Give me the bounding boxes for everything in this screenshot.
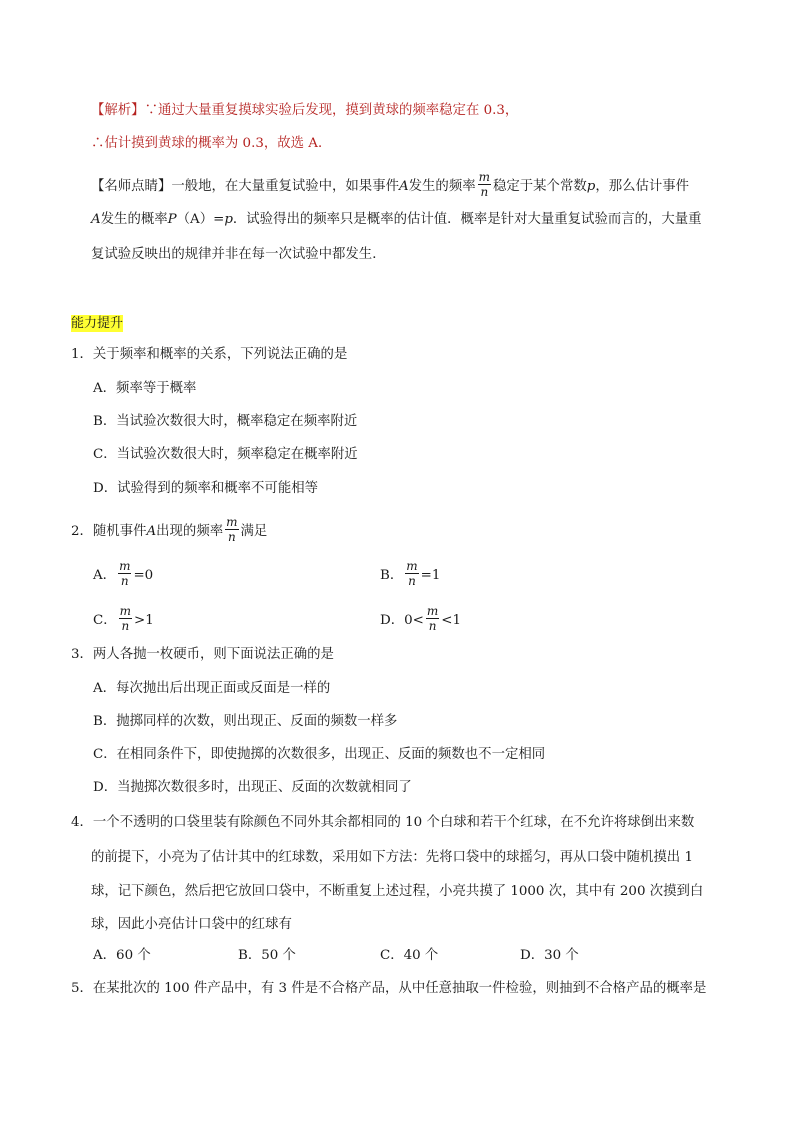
option-text: =0 bbox=[133, 568, 154, 583]
teacher-note-label: 【名师点睛】 bbox=[91, 179, 172, 194]
q1-option-c: C．当试验次数很大时，频率稳定在概率附近 bbox=[93, 447, 358, 462]
q3-option-a: A．每次抛出后出现正面或反面是一样的 bbox=[93, 681, 331, 696]
fraction-m-n bbox=[405, 559, 418, 588]
teacher-note-line-1 bbox=[91, 172, 689, 201]
q2-stem-text: 出现的频率 bbox=[156, 524, 224, 539]
q2-stem-text: 2．随机事件 bbox=[71, 524, 147, 539]
q2-stem bbox=[71, 517, 267, 546]
teacher-note-text: （A） bbox=[176, 212, 214, 227]
q4-option-a: A．60 个 bbox=[93, 948, 151, 963]
fraction-denominator: n bbox=[121, 619, 130, 633]
q4-stem-line-3: 球，记下颜色，然后把它放回口袋中，不断重复上述过程，小亮共摸了 1000 次，其中有 200 次摸到白 bbox=[91, 884, 704, 899]
q3-option-c: C．在相同条件下，即使抛掷的次数很多，出现正、反面的频数也不一定相同 bbox=[93, 747, 546, 762]
math-var: A bbox=[146, 524, 157, 539]
fraction-numerator: m bbox=[119, 559, 131, 573]
fraction-denominator: n bbox=[227, 530, 236, 544]
q4-option-d: D．30 个 bbox=[520, 948, 579, 963]
option-label: A． bbox=[93, 568, 117, 583]
teacher-note-text: ，那么估计事件 bbox=[595, 179, 690, 194]
fraction-m-n bbox=[118, 559, 131, 588]
q2-option-c bbox=[93, 606, 154, 635]
q4-option-b: B．50 个 bbox=[238, 948, 296, 963]
q2-option-b bbox=[380, 561, 440, 590]
option-text: >1 bbox=[134, 613, 154, 628]
q3-option-d: D．当抛掷次数很多时，出现正、反面的次数就相同了 bbox=[93, 780, 412, 795]
q4-option-c: C．40 个 bbox=[380, 948, 439, 963]
fraction-m-n bbox=[225, 515, 238, 544]
math-var: p bbox=[586, 179, 596, 194]
option-text: =1 bbox=[420, 568, 441, 583]
teacher-note-text: ．试验得出的频率只是概率的估计值．概率是针对大量重复试验而言的，大量重 bbox=[232, 212, 702, 227]
fraction-denominator: n bbox=[120, 574, 129, 588]
section-title-text: 能力提升 bbox=[71, 316, 124, 331]
math-var: P bbox=[167, 212, 177, 227]
teacher-note-text: 稳定于某个常数 bbox=[493, 179, 587, 194]
q4-stem-line-4: 球，因此小亮估计口袋中的红球有 bbox=[91, 917, 292, 932]
fraction-m-n bbox=[119, 604, 132, 633]
fraction-denominator: n bbox=[408, 574, 416, 588]
option-label: D． bbox=[380, 613, 405, 628]
option-label: B． bbox=[380, 568, 404, 583]
teacher-note-text: 一般地，在大量重复试验中，如果事件 bbox=[171, 179, 399, 194]
fraction-denominator: n bbox=[480, 185, 489, 199]
q4-stem-line-1: 4．一个不透明的口袋里装有除颜色不同外其余都相同的 10 个白球和若干个红球，在不允许将球倒出来数 bbox=[71, 815, 695, 830]
analysis-label: 【解析】 bbox=[91, 103, 145, 118]
q3-option-b: B．抛掷同样的次数，则出现正、反面的频数一样多 bbox=[93, 714, 398, 729]
fraction-numerator: m bbox=[226, 515, 238, 529]
math-var: A bbox=[398, 179, 409, 194]
q2-option-a bbox=[93, 561, 153, 590]
q2-option-d bbox=[380, 606, 461, 635]
option-text: <1 bbox=[441, 613, 462, 628]
section-title bbox=[71, 314, 123, 334]
option-text: 0< bbox=[404, 613, 424, 628]
q2-stem-text: 满足 bbox=[240, 524, 268, 539]
option-label: C． bbox=[93, 613, 117, 628]
fraction-numerator: m bbox=[406, 559, 418, 573]
fraction-numerator: m bbox=[478, 170, 490, 184]
q1-option-d: D．试验得到的频率和概率不可能相等 bbox=[93, 481, 318, 496]
fraction-denominator: n bbox=[428, 619, 437, 633]
q1-option-a: A．频率等于概率 bbox=[93, 381, 197, 396]
math-var: p bbox=[224, 212, 233, 227]
teacher-note-text: = bbox=[213, 212, 225, 227]
analysis-text-1: ∵通过大量重复摸球实验后发现，摸到黄球的频率稳定在 0.3， bbox=[144, 103, 519, 118]
teacher-note-line-2 bbox=[91, 210, 702, 230]
teacher-note-text: 发生的频率 bbox=[408, 179, 476, 194]
q3-stem: 3．两人各抛一枚硬币，则下面说法正确的是 bbox=[71, 647, 334, 662]
fraction-numerator: m bbox=[426, 604, 439, 618]
fraction-m-n bbox=[426, 604, 439, 633]
fraction-m-n bbox=[478, 170, 491, 199]
q4-stem-line-2: 的前提下，小亮为了估计其中的红球数，采用如下方法：先将口袋中的球摇匀，再从口袋中随机摸出 1 bbox=[91, 850, 693, 865]
teacher-note-line-3: 复试验反映出的规律并非在每一次试验中都发生． bbox=[91, 247, 386, 262]
q1-option-b: B．当试验次数很大时，概率稳定在频率附近 bbox=[93, 414, 358, 429]
q5-stem: 5．在某批次的 100 件产品中，有 3 件是不合格产品，从中任意抽取一件检验，则抽到不合格产品的概率是 bbox=[71, 981, 707, 996]
teacher-note-text: 发生的概率 bbox=[100, 212, 168, 227]
fraction-numerator: m bbox=[119, 604, 132, 618]
analysis-line-1 bbox=[91, 101, 518, 121]
analysis-line-2: ∴估计摸到黄球的概率为 0.3，故选 A． bbox=[91, 136, 332, 151]
math-var: A bbox=[91, 212, 101, 227]
q1-stem: 1．关于频率和概率的关系，下列说法正确的是 bbox=[71, 347, 348, 362]
